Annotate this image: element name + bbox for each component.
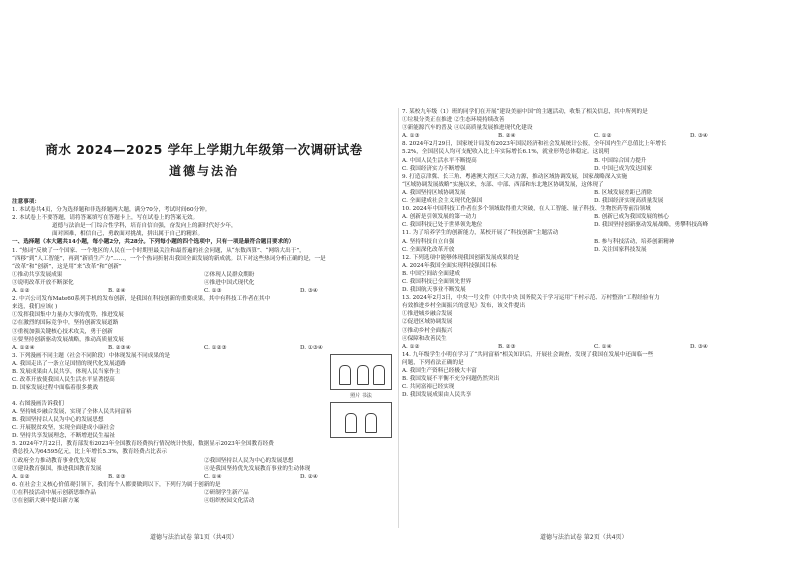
question-12 [402, 254, 786, 294]
option-item: ③重视加强关键核心技术攻关，勇于创新 [12, 328, 113, 335]
answer-choice: C. ①②③ [204, 344, 227, 351]
option-list [402, 238, 786, 254]
notes-motto: 面对困难，相信自己，勇敢面对挑战，拼出属于自己的精彩。 [52, 231, 204, 238]
option-item: D. 我国坚持创新驱动发展战略，勇攀科技高峰 [594, 222, 709, 229]
answer-choices [12, 344, 396, 352]
cartoon-image [330, 402, 392, 438]
option-item: ③新能源汽车的普及 ④以高质量发展推进现代化建设 [402, 125, 533, 132]
option-item: D. 坚持共享发展理念，不断增进民生福祉 [12, 433, 115, 440]
answer-choice: B. ②③④ [108, 344, 131, 351]
option-item: D. 我国航天事业不断发展 [402, 287, 466, 294]
option-item: ④组织校园文化活动 [204, 498, 255, 504]
option-item: D. 我国经济实现高质量发展 [594, 198, 664, 205]
question-text: 7. 某校九年级（1）班的同学们在开展“建设美丽中国”的主题活动，收集了相关信息，其中所列的是 [402, 109, 648, 115]
question-text: “改革”和“创新”，这是用“来“改革”和“创新” [12, 263, 122, 270]
question-text: “区域协调发展战略”实施以来，东部、中部、西部和东北地区协调发展，这体现了 [402, 181, 604, 188]
question-8 [402, 140, 786, 172]
answer-choice: A. ①②④ [12, 344, 35, 351]
option-item: A. 我国坚持区域协调发展 [402, 189, 466, 196]
question-text: 8. 2024年2月29日，国家统计局发布2023年国民经济和社会发展统计公报，全年国内生产总值比上年增长 [402, 141, 667, 148]
option-item: D. 国家发展过程中面临着很多挑战 [12, 385, 99, 392]
option-item: A. 2024年我国全面实现科技强国目标 [402, 262, 497, 269]
option-item: B. 创新已成为我国发展的核心 [594, 214, 669, 221]
option-item: B. 区域发展差距已消除 [594, 189, 653, 196]
notes-item: 1. 本试卷共4页，分为选择题和非选择题两大题，满分70分，考试时间60分钟。 [12, 207, 211, 214]
exam-title: 商水 2024—2025 学年上学期九年级第一次调研试卷 [45, 142, 363, 157]
question-11 [402, 229, 786, 253]
answer-choice: A. ①② [402, 343, 420, 350]
answer-choices [402, 132, 786, 140]
question-text: 来选，我们应该( ) [12, 304, 58, 311]
question-text: 12. 下列选项中能够体现我国创新发展成果的是 [402, 254, 519, 261]
answer-choice: D. ③④ [690, 133, 708, 140]
notes-motto: 道德与法治是一门综合性学科，培育自信自强，奋发向上的新时代好少年， [52, 223, 237, 230]
answer-choice: D. ③④ [300, 288, 318, 295]
option-list [12, 271, 396, 287]
option-item: ①发挥我国集中力量办大事的优势，推进发展 [12, 312, 124, 319]
option-item: ①政府全力推动教育事业优先发展 [12, 457, 96, 464]
question-13 [402, 294, 786, 351]
answer-choices [12, 473, 396, 481]
question-5 [12, 440, 396, 480]
answer-choice: A. ①② [12, 288, 30, 295]
question-14 [402, 351, 786, 400]
option-item: A. 坚持城乡融合发展，实现了全体人民共同富裕 [12, 408, 132, 415]
answer-choice: D. ③④ [690, 343, 708, 350]
option-item: A. 坚持科技自立自强 [402, 238, 455, 245]
question-9 [402, 173, 786, 205]
option-item: C. 全面深化改革开放 [402, 246, 455, 253]
question-text: 4. 右图漫画告诉我们 [12, 400, 64, 407]
answer-choice: B. ②④ [498, 133, 516, 140]
answer-choice: C. ①③ [204, 288, 222, 295]
option-item: ①垃圾分类正在推进 ②生态环境持续改善 [402, 117, 505, 124]
option-item: A. 中国人民生活水平不断提高 [402, 157, 477, 164]
question-text: 9. 打造京津冀、长三角、粤港澳大湾区三大动力源，推动区域协调发展，国家战略深入实施 [402, 173, 628, 180]
option-item: D. 中国已成为发达国家 [594, 165, 653, 172]
question-text: 14. 九年级学生小明在学习了“共同富裕”相关知识后，开展社会调查，发现了我国在发展中还面临一些 [402, 351, 654, 358]
cartoon-image [330, 354, 392, 390]
option-item: B. 参与科技活动，培养创新精神 [594, 238, 675, 245]
answer-choices [12, 287, 396, 295]
exam-header [12, 142, 396, 180]
exam-subject: 道德与法治 [168, 164, 239, 178]
option-item: ②在激烈的国际竞争中，坚持创新发展道路 [12, 320, 119, 327]
option-item: C. 开展脱贫攻坚，实现全面建成小康社会 [12, 425, 115, 432]
option-list [12, 457, 396, 473]
question-text: 5. 2024年7月22日，教育部发布2023年全国教育经费执行情况统计快报，数据显示2023年全国教育经费 [12, 441, 274, 448]
question-text: 5.2%，全国居民人均可支配收入比上年实际增长6.1%，就业形势总体稳定。这说明 [402, 149, 610, 156]
answer-choice: B. ②③ [108, 473, 126, 480]
page-footer-right: 道德与法治试卷 第2页（共4页） [540, 534, 628, 541]
option-item: B. 中国空间站全面建成 [402, 270, 461, 277]
answer-choice: A. ①② [12, 473, 30, 480]
page-footer-left: 道德与法治试卷 第1页（共4页） [150, 534, 238, 541]
question-text: 6. 在社会主义核心价值观引领下，我们每个人都要做到以下，下列行为属于创新的是 [12, 481, 221, 488]
page-divider [398, 108, 399, 528]
answer-choices [402, 343, 786, 351]
answer-choice: C. ①② [594, 133, 612, 140]
option-item: ④保障和改善民生 [402, 335, 447, 342]
answer-choice: D. ②④ [300, 473, 318, 480]
answer-choice: B. ②③ [498, 343, 516, 350]
option-item: ③在创新大赛中提出新方案 [12, 498, 80, 504]
option-item: B. 发展成果由人民共享，体现人民当家作主 [12, 368, 121, 375]
question-text: 10. 2024年中国科技工作者在多个领域取得重大突破，在人工智能、量子科技、生物医药等前沿领域 [402, 206, 651, 213]
option-item: ②体现人民群众期盼 [204, 271, 255, 278]
page-one [12, 198, 396, 534]
notes-item: 2. 本试卷上不要答题，请将答案填写在答题卡上，写在试卷上的答案无效。 [12, 215, 199, 222]
answer-choice: B. ②④ [108, 288, 126, 295]
option-item: B. 我国发展不平衡不充分问题仍然突出 [402, 376, 500, 383]
cartoon-figure [326, 352, 396, 400]
option-item: C. 共同富裕已经实现 [402, 384, 455, 391]
option-item: ②研制学生新产品 [204, 489, 249, 496]
question-7 [402, 108, 786, 140]
option-item: ①推进城乡融合发展 [402, 311, 453, 318]
option-item: D. 我国发展成果由人民共享 [402, 392, 472, 399]
option-item: ①推动共享发展成果 [12, 271, 63, 278]
option-item: A. 我国走出了一条立足国情的现代化发展道路 [12, 360, 126, 367]
option-item: ③推动乡村全面振兴 [402, 327, 453, 334]
question-4 [12, 400, 396, 440]
option-list [12, 489, 396, 505]
question-2 [12, 295, 396, 352]
option-item: ④推进中国式现代化 [204, 279, 255, 286]
option-item: A. 我国生产资料已经极大丰富 [402, 368, 477, 374]
answer-choice: C. ①④ [594, 343, 612, 350]
option-item: C. 全面建成社会主义现代化强国 [402, 198, 483, 205]
answer-choice: A. ①③ [402, 133, 420, 140]
option-item: C. 我国科技已全面领先世界 [402, 278, 472, 285]
option-item: ②促进区域协调发展 [402, 319, 453, 326]
option-item: ④要坚持创新驱动发展战略，推动高质量发展 [12, 336, 124, 343]
question-10 [402, 205, 786, 229]
question-text: 有效推进乡村全面振兴的意见》发布，该文件提出 [402, 303, 526, 310]
question-1 [12, 247, 396, 296]
question-text: 问题，下列看法正确的是 [402, 359, 464, 366]
question-6 [12, 481, 396, 505]
page-two [402, 108, 786, 528]
option-list [402, 213, 786, 229]
section-heading: 一、选择题（本大题共14小题，每小题2分，共28分。下列每小题的四个选项中，只有一项是最符合题目要求的） [12, 239, 295, 246]
option-item: ③建设教育强国，推进我国教育发展 [12, 465, 102, 472]
answer-choice: C. ①④ [204, 473, 222, 480]
question-text: 2. 中兴公司发布Mate60系列手机的发布创新，是我国在科技创新的重要成果，其中有科技工作者在其中 [12, 296, 271, 303]
option-item: ①在科技活动中展示创新思维作品 [12, 489, 96, 496]
question-text: 费总投入为64595亿元，比上年增长5.3%，教育经费占比表示 [12, 449, 168, 456]
figure-caption: 照片 书法 [350, 392, 372, 399]
option-item: ④是我国坚持优先发展教育事业的生动体现 [204, 465, 311, 472]
option-item: A. 创新是引领发展的第一动力 [402, 214, 477, 221]
option-item: C. 我国经济实力不断增强 [402, 165, 466, 172]
option-item: D. 关注国家科技发展 [594, 246, 647, 253]
option-item: B. 我国坚持以人民为中心的发展思想 [12, 417, 104, 424]
option-item: C. 改革开放使我国人民生活水平显著提高 [12, 377, 115, 384]
option-item: B. 中国综合国力提升 [594, 157, 647, 164]
option-list [402, 189, 786, 205]
question-text: 3. 下列漫画不同主题（社会不同阶段）中体现发展不同成果的是 [12, 352, 171, 359]
option-list [402, 157, 786, 173]
question-text: “西移”到“人工智能”，再到“新质生产力”……，一个个热词折射出我国全面发展的新成就。以下对这些热词分析正确的是，一是 [12, 255, 326, 262]
question-text: 13. 2024年2月3日，中央一号文件《中共中央 国务院关于学习运用“千村示范、万村整治”工程经验有力 [402, 295, 660, 302]
notes-heading: 注意事项： [12, 199, 40, 205]
option-item: C. 我国科技已处于世界领先地位 [402, 222, 483, 229]
answer-choice: D. ①③④ [300, 344, 323, 351]
question-text: 1. “热词”反映了一个国家、一个地区的人民在一个时期里最关注和最普遍的社会问题，从“东数西算”、“网络大出于”， [12, 247, 305, 254]
question-text: 11. 为了培养学生的创新能力，某校开展了“科技创新”主题活动 [402, 230, 559, 237]
question-3 [12, 352, 396, 400]
option-item: ②我国坚持以人民为中心的发展思想 [204, 457, 294, 464]
option-item: ③说明改革开放不断深化 [12, 279, 74, 286]
